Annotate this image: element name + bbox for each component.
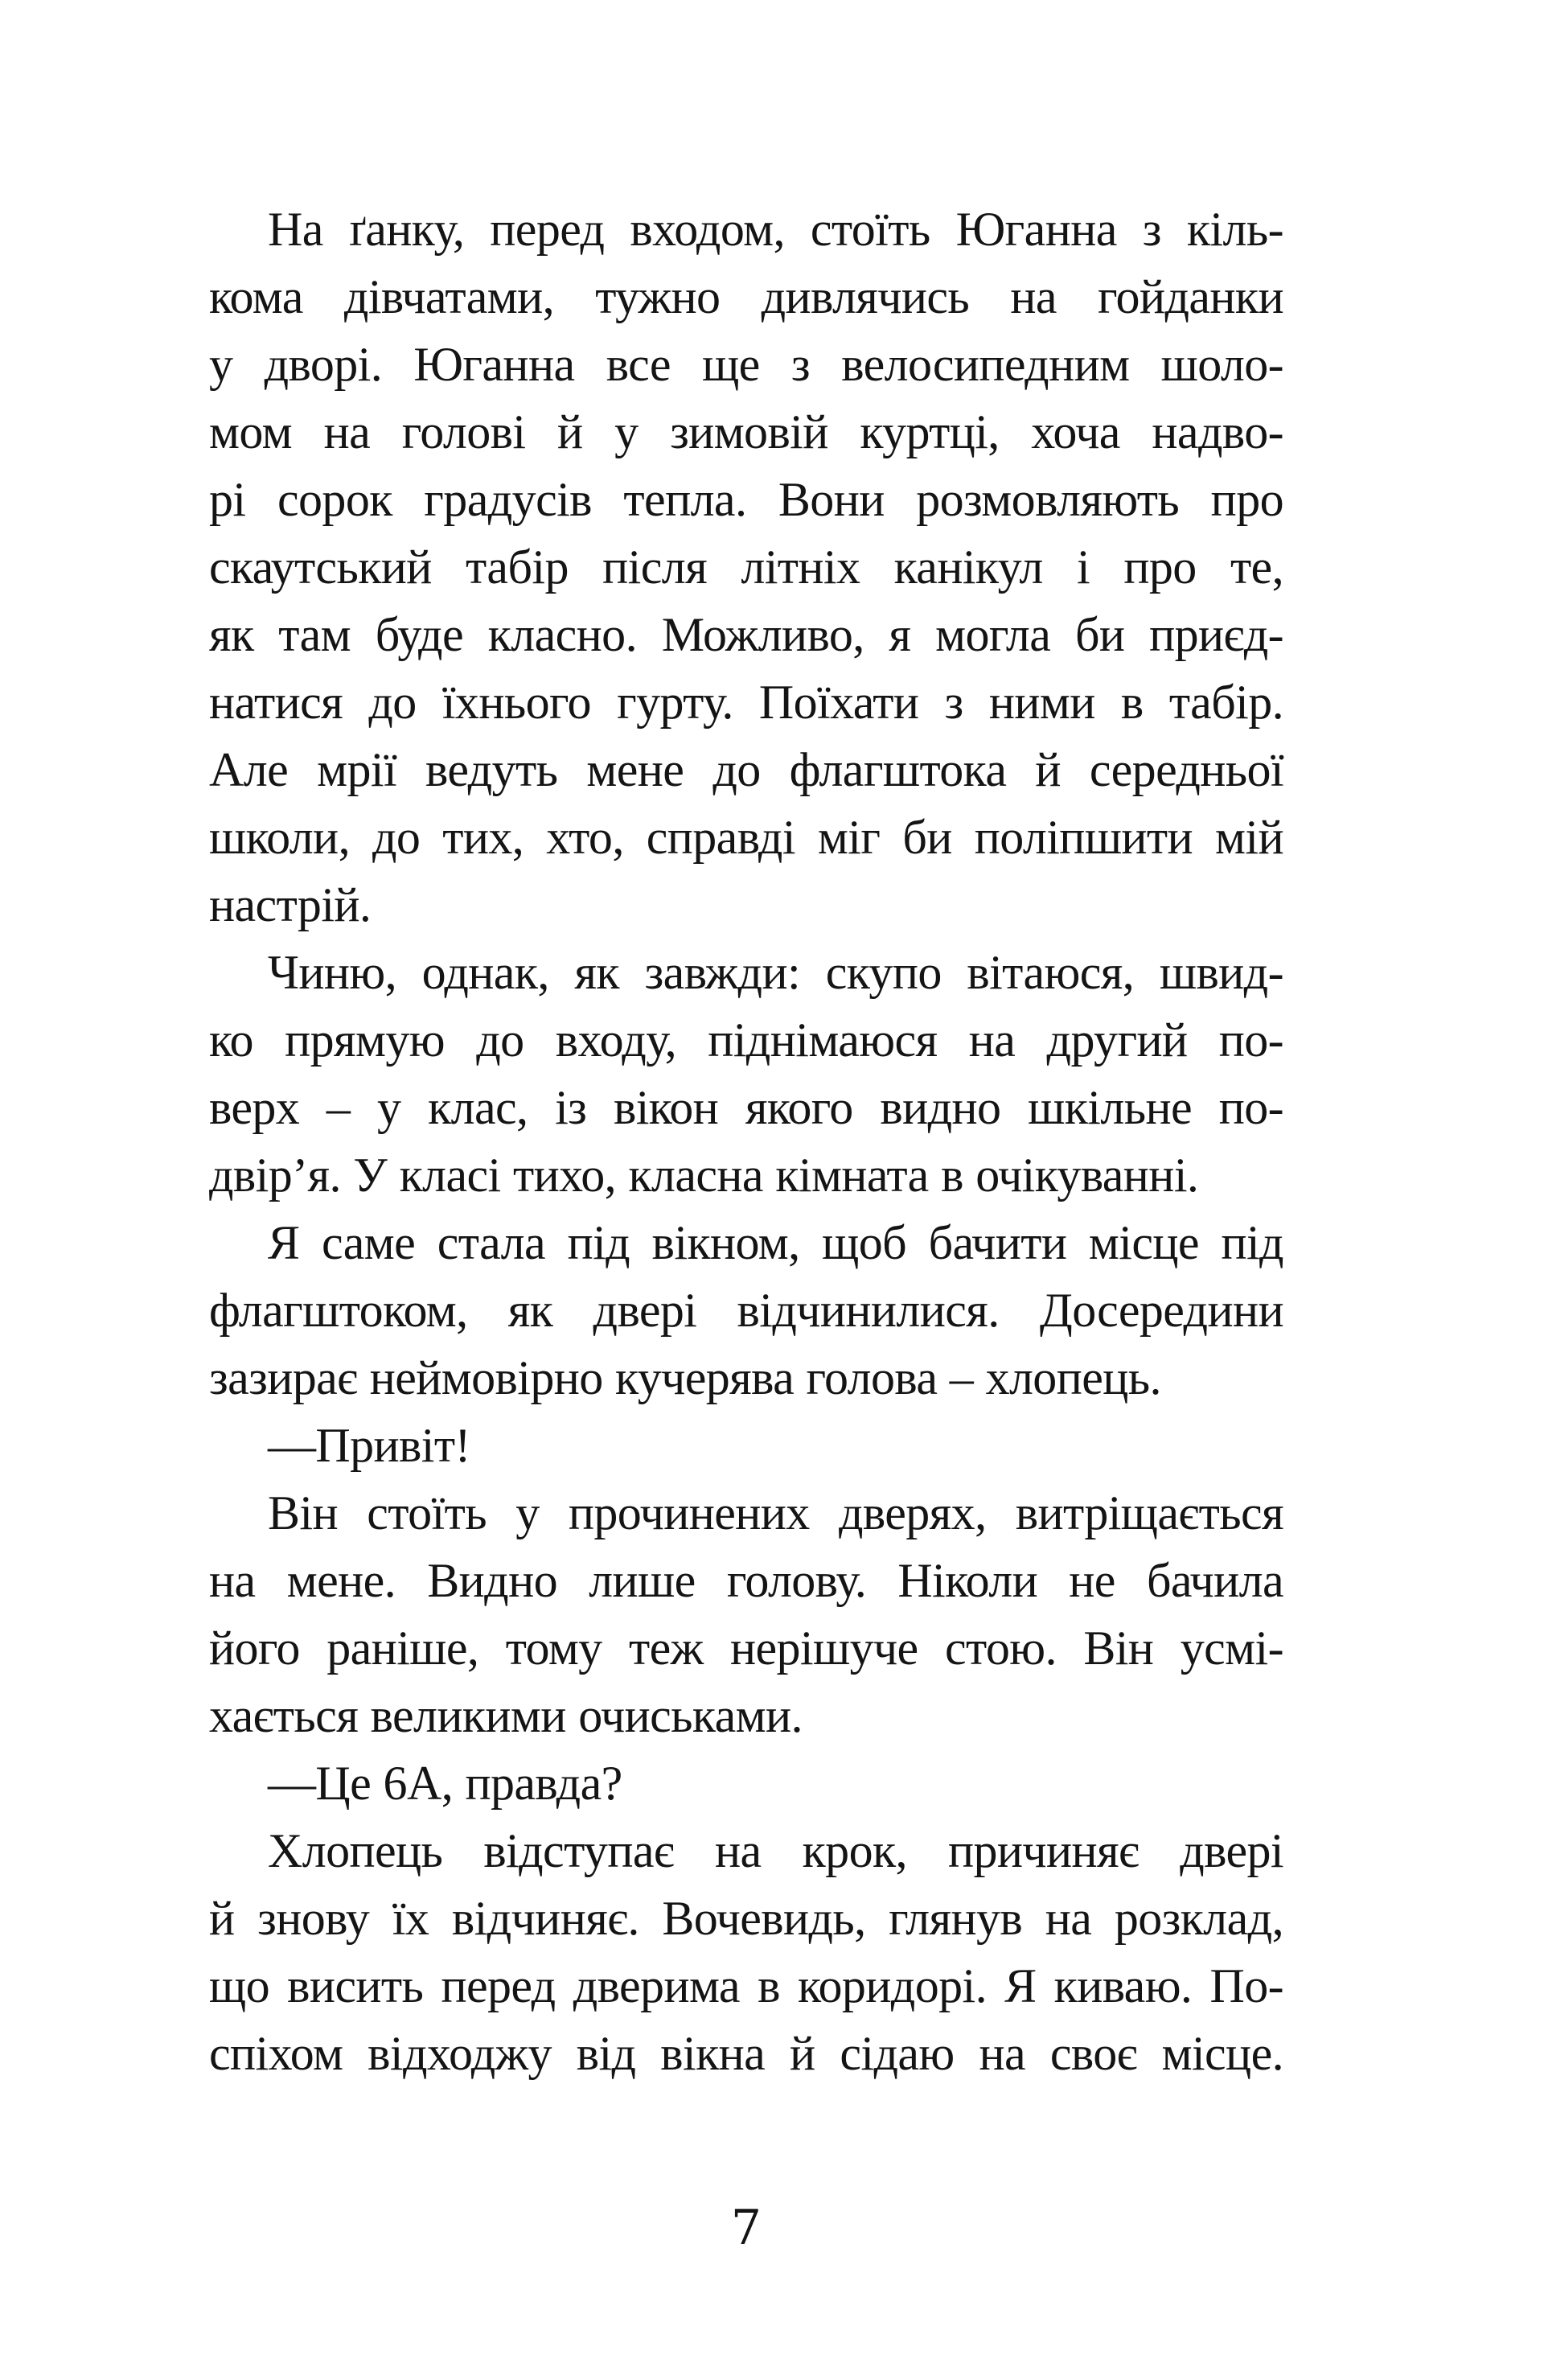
text-line: На ґанку, перед входом, стоїть Юганна з кіль- — [268, 203, 1283, 256]
text-line: скаутський табір після літніх канікул і про те, — [209, 541, 1283, 594]
text-line: зазирає неймовірно кучерява голова – хлопець. — [209, 1351, 1161, 1404]
text-line: ко прямую до входу, піднімаюся на другий по- — [209, 1013, 1283, 1067]
text-line: спіхом відходжу від вікна й сідаю на своє місце. — [209, 2027, 1283, 2080]
text-line: рі сорок градусів тепла. Вони розмовляють про — [209, 473, 1283, 526]
text-line: й знову їх відчиняє. Вочевидь, глянув на розклад, — [209, 1892, 1283, 1945]
page-number: 7 — [730, 2200, 762, 2256]
text-line: Чиню, однак, як завжди: скупо вітаюся, швид- — [268, 946, 1283, 999]
text-line: мом на голові й у зимовій куртці, хоча надво- — [209, 405, 1283, 458]
text-line: у дворі. Юганна все ще з велосипедним шоло- — [209, 338, 1283, 391]
text-line: школи, до тих, хто, справді міг би поліпшити мій — [209, 811, 1283, 864]
text-line: кома дівчатами, тужно дивлячись на гойданки — [209, 270, 1283, 323]
text-line: настрій. — [209, 878, 372, 931]
dialogue-line: —Привіт! — [268, 1419, 470, 1472]
text-line: Але мрії ведуть мене до флагштока й середньої — [209, 743, 1283, 796]
body-text — [209, 195, 1283, 2087]
text-line: двір’я. У класі тихо, класна кімната в очікуванні. — [209, 1149, 1199, 1202]
text-line: флагштоком, як двері відчинилися. Досередини — [209, 1284, 1283, 1337]
text-line: Хлопець відступає на крок, причиняє двері — [268, 1824, 1283, 1877]
text-line: верх – у клас, із вікон якого видно шкільне по- — [209, 1081, 1283, 1134]
text-line: як там буде класно. Можливо, я могла би приєд- — [209, 608, 1283, 661]
text-line: що висить перед дверима в коридорі. Я киваю. По- — [209, 1959, 1283, 2012]
text-line: натися до їхнього гурту. Поїхати з ними в табір. — [209, 676, 1283, 729]
text-line: Я саме стала під вікном, щоб бачити місце під — [268, 1216, 1283, 1269]
text-line: його раніше, тому теж нерішуче стою. Він усмі- — [209, 1622, 1283, 1675]
dialogue-line: —Це 6А, правда? — [268, 1757, 622, 1810]
text-line: хається великими очиськами. — [209, 1689, 803, 1742]
text-line: на мене. Видно лише голову. Ніколи не бачила — [209, 1554, 1283, 1607]
text-line: Він стоїть у прочинених дверях, витріщається — [268, 1486, 1283, 1539]
